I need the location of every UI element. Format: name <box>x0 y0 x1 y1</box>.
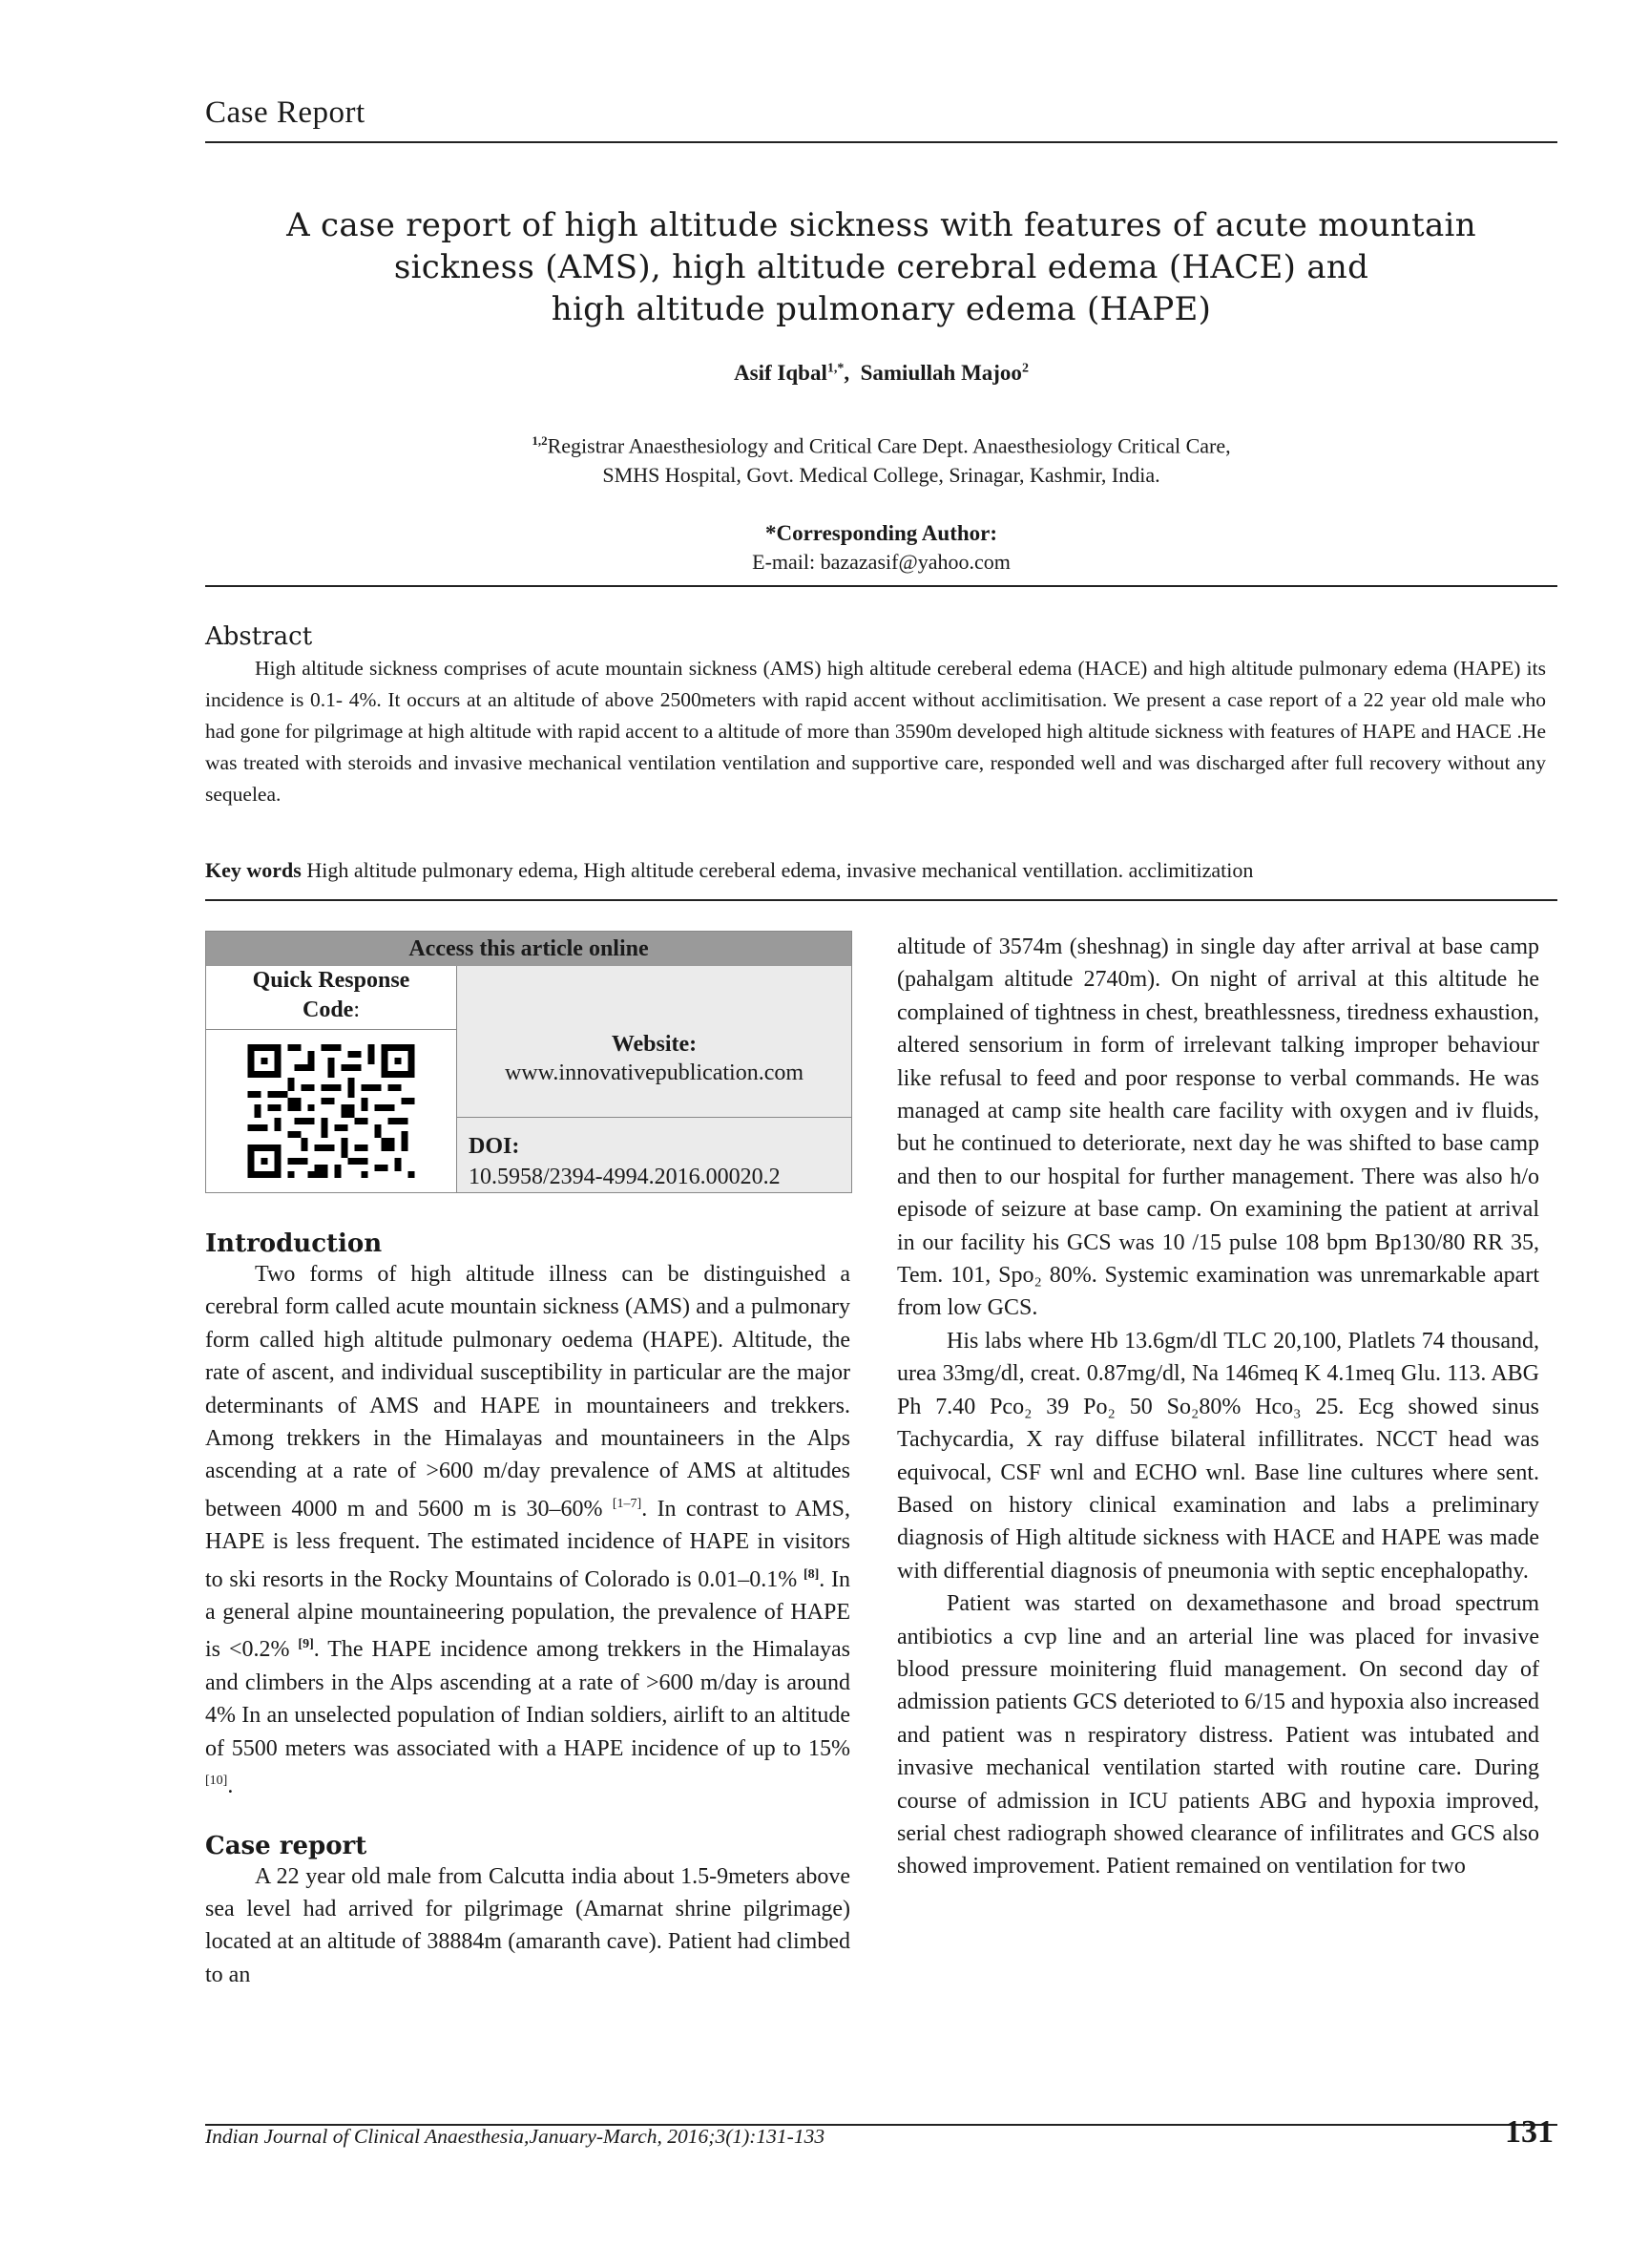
left-column <box>205 931 850 1991</box>
author-affil-sup: 2 <box>1021 361 1029 376</box>
introduction-heading: Introduction <box>205 1229 383 1258</box>
case-report-paragraph: altitude of 3574m (sheshnag) in single day after arrival at base camp (pahalgam altitude 2740m). On night of arrival at this altitude he complained of tightness in chest, breathlessness, tiredness exhaustion, altered sensorium in form of irrelevant talking improper behaviour like refusal to feed and poor response to verbal commands. He was managed at camp site health care facility with oxygen and iv fluids, but he continued to deteriorate, next day he was shifted to base camp and then to our hospital for further management. There was also h/o episode of seizure at base camp. On examining the patient at arrival in our facility his GCS was 10 /15 pulse 108 bpm Bp130/80 RR 35, Tem. 101, Spo₂ 80%. Systemic examination was unremarkable apart from low GCS. <box>897 934 1539 1321</box>
keywords <box>205 856 1557 885</box>
author-list: Asif Iqbal$^{1,*}$, Samiullah Majoo$^2$ <box>734 361 1029 385</box>
corresponding-email[interactable]: E-mail: bazazasif@yahoo.com <box>752 550 1011 574</box>
qr-label: Quick Response Code: <box>206 966 456 1030</box>
website-cell <box>457 966 851 1118</box>
case-report-heading: Case report <box>205 1831 367 1860</box>
title-line: A case report of high altitude sickness with features of acute mountain <box>286 206 1476 244</box>
author-name: Samiullah Majoo <box>860 361 1022 385</box>
case-report-text: A 22 year old male from Calcutta india about 1.5-9meters above sea level had arrived for pilgrimage (Amarnat shrine pilgrimage) located at an altitude of 38884m (amaranth cave). Patient had climbed to an <box>205 1863 850 1987</box>
keywords-text: High altitude pulmonary edema, High altitude cereberal edema, invasive mechanical ventillation. acclimitization <box>301 858 1254 882</box>
journal-citation: Indian Journal of Clinical Anaesthesia,January-March, 2016;3(1):131-133 <box>205 2125 825 2148</box>
article-title <box>205 204 1557 330</box>
corresponding-label: *Corresponding Author: <box>764 521 998 545</box>
case-report-paragraph: Patient was started on dexamethasone and broad spectrum antibiotics a cvp line and an arterial line was placed for invasive blood pressure moinitering fluid management. On second day of admission patients GCS deterioted to 6/15 and hypoxia also increased and patient was n respiratory distress. Patient was intubated and invasive mechanical ventilation started with routine care. During course of admission in ICU patients ABG and hypoxia improved, serial chest radiograph showed clearance of infilitrates and GCS also showed improvement. Patient remained on ventilation for two <box>897 1591 1539 1880</box>
author-name: Asif Iqbal <box>734 361 827 385</box>
section-label: Case Report <box>205 95 365 130</box>
introduction-text: Two forms of high altitude illness can be distinguished a cerebral form called acute mountain sickness (AMS) and a pulmonary form called high altitude pulmonary oedema (HAPE). Altitude, the rate of ascent, and individual susceptibility in particular are the major determinants of AMS and HAPE in mountaineers and trekkers. Among trekkers in the Himalayas and mountaineers in the Alps ascending at a rate of >600 m/day prevalence of AMS at altitudes between 4000 m and 5600 m is 30–60% [1–7]. In contrast to AMS, HAPE is less frequent. The estimated incidence of HAPE in visitors to ski resorts in the Rocky Mountains of Colorado is 0.01–0.1% [8]. In a general alpine mountaineering population, the prevalence of HAPE is <0.2% [9]. The HAPE incidence among trekkers in the Himalayas and climbers in the Alps ascending at a rate of >600 m/day is around 4% In an unselected population of Indian soldiers, airlift to an altitude of 5500 meters was associated with a HAPE incidence of up to 15% [10]. <box>205 1262 850 1799</box>
author-affil-sup: 1,* <box>826 361 845 376</box>
abstract-rule <box>205 585 1557 587</box>
citation[interactable]: [10] <box>205 1774 228 1789</box>
doi-label: DOI: <box>469 1134 520 1159</box>
qr-code-icon[interactable] <box>247 1044 415 1178</box>
citation[interactable]: [9] <box>298 1637 314 1652</box>
affiliation-line: Registrar Anaesthesiology and Critical Care Dept. Anaesthesiology Critical Care, <box>547 433 1231 458</box>
citation[interactable]: [8] <box>803 1566 820 1582</box>
case-report-paragraph: His labs where Hb 13.6gm/dl TLC 20,100, Platlets 74 thousand, urea 33mg/dl, creat. 0.87mg/dl, Na 146meq K 4.1meq Glu. 113. ABG Ph 7.40 Pco₂ 39 Po₂ 50 So₂80% Hco₃ 25. Ecg showed sinus Tachycardia, X ray diffuse bilateral infillitrates. NCCT head was equivocal, CSF wnl and ECHO wnl. Base line cultures where sent. Based on history clinical examination and labs a preliminary diagnosis of High altitude sickness with HACE and HAPE was made with differential diagnosis of pneumonia with septic encephalopathy. <box>897 1328 1539 1584</box>
page-number: 131 <box>1505 2114 1554 2150</box>
keywords-label: Key words <box>205 858 302 882</box>
qr-cell <box>206 966 457 1192</box>
corresponding-author <box>205 519 1557 577</box>
access-box <box>205 931 852 1193</box>
abstract-heading: Abstract <box>205 622 313 651</box>
keywords-rule <box>205 899 1557 901</box>
citation[interactable]: [1–7] <box>612 1496 642 1511</box>
affiliation <box>205 426 1557 490</box>
abstract-text: High altitude sickness comprises of acute mountain sickness (AMS) high altitude cereberal edema (HACE) and high altitude pulmonary edema (HAPE) its incidence is 0.1- 4%. It occurs at an altitude of above 2500meters with rapid accent without acclimitisation. We present a case report of a 22 year old male who had gone for pilgrimage at high altitude with rapid accent to a altitude of more than 3590m developed high altitude sickness with features of HAPE and HACE .He was treated with steroids and invasive mechanical ventilation ventilation and supportive care, responded well and was discharged after full recovery without any sequelea. <box>205 657 1546 806</box>
affiliation-sup: 1,2 <box>532 433 548 448</box>
header-rule <box>205 141 1557 143</box>
right-column <box>897 931 1539 1883</box>
doi-cell <box>457 1118 851 1192</box>
website-link[interactable]: www.innovativepublication.com <box>504 1060 804 1085</box>
access-box-title: Access this article online <box>206 932 851 966</box>
access-info <box>457 966 851 1192</box>
doi-link[interactable]: 10.5958/2394-4994.2016.00020.2 <box>469 1165 781 1189</box>
website-label: Website: <box>611 1032 698 1057</box>
title-line: sickness (AMS), high altitude cerebral edema (HACE) and <box>393 248 1369 286</box>
title-line: high altitude pulmonary edema (HAPE) <box>551 290 1212 328</box>
affiliation-line: SMHS Hospital, Govt. Medical College, Srinagar, Kashmir, India. <box>602 463 1160 488</box>
